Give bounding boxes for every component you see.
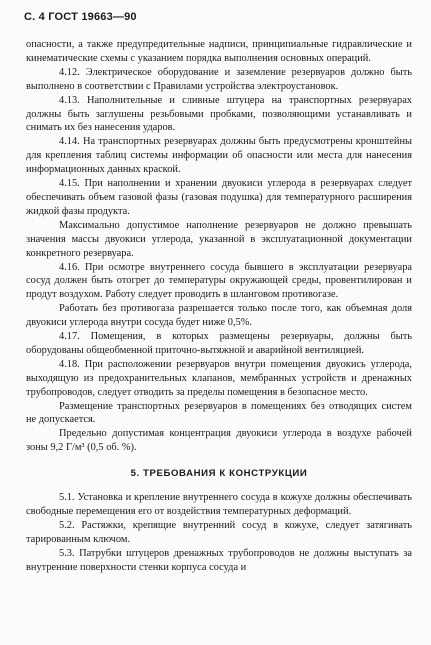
paragraph-4-16: 4.16. При осмотре внутреннего сосуда бывшего в эксплуатации резервуара сосуд должен быть отогрет до температуры окружающей среды, провентилирован и продут воздухом. Работу следует проводить в шланговом противогазе. [26, 261, 412, 301]
paragraph-4-14: 4.14. На транспортных резервуарах должны быть предусмотрены кронштейны для крепления таблиц системы информации об опасности или места для нанесения информационных данных краской. [26, 136, 412, 176]
paragraph-4-13: 4.13. Наполнительные и сливные штуцера на транспортных резервуарах должны быть заглушены резьбовыми пробками, позволяющими устанавливать и снимать их без нанесения ударов. [26, 94, 412, 134]
paragraph-no-gasmask: Работать без противогаза разрешается только после того, как объемная доля двуокиси углерода внутри сосуда будет ниже 0,5%. [26, 303, 412, 329]
paragraph-5-2: 5.2. Растяжки, крепящие внутренний сосуд в кожухе, следует затягивать тарированным ключом. [26, 519, 412, 545]
paragraph-4-15: 4.15. При наполнении и хранении двуокиси углерода в резервуарах следует обеспечивать объем газовой фазы (газовая подушка) для температурного расширения жидкой фазы продукта. [26, 178, 412, 217]
paragraph-5-1: 5.1. Установка и крепление внутреннего сосуда в кожухе должны обеспечивать свободные перемещения его от воздействия температурных деформаций. [26, 492, 412, 517]
paragraph-4-12: 4.12. Электрическое оборудование и заземление резервуаров должно быть выполнено в соответствии с Правилами устройства электроустановок. [26, 66, 412, 92]
document-body [26, 38, 412, 575]
paragraph-max-concentration: Предельно допустимая концентрация двуокиси углерода в воздухе рабочей зоны 9,2 Г/м³ (0,5 об. %). [26, 428, 412, 454]
section-title: 5. ТРЕБОВАНИЯ К КОНСТРУКЦИИ [130, 468, 308, 480]
paragraph-max-fill: Максимально допустимое наполнение резервуаров не должно превышать значения массы двуокиси углерода, указанной в эксплуатационной документации конкретного резервуара. [26, 219, 412, 259]
paragraph-5-3: 5.3. Патрубки штуцеров дренажных трубопроводов не должны выступать за внутренние поверхности стенки корпуса сосуда и [26, 547, 412, 573]
paragraph-4-18: 4.18. При расположении резервуаров внутри помещения двуокись углерода, выходящую из предохранительных клапанов, мембранных устройств и дренажных трубопроводов, следует отводить за пределы помещения в безопасное место. [26, 358, 412, 398]
page-header: С. 4 ГОСТ 19663—90 [24, 11, 137, 23]
paragraph-4-17: 4.17. Помещения, в которых размещены резервуары, должны быть оборудованы общеобменной приточно-вытяжной и аварийной вентиляцией. [26, 331, 412, 356]
paragraph-continuation: опасности, а также предупредительные надписи, принципиальные гидравлические и кинематические схемы с указанием порядка выполнения основных операций. [26, 39, 412, 64]
paragraph-placement: Размещение транспортных резервуаров в помещениях без отводящих систем не допускается. [26, 400, 412, 426]
